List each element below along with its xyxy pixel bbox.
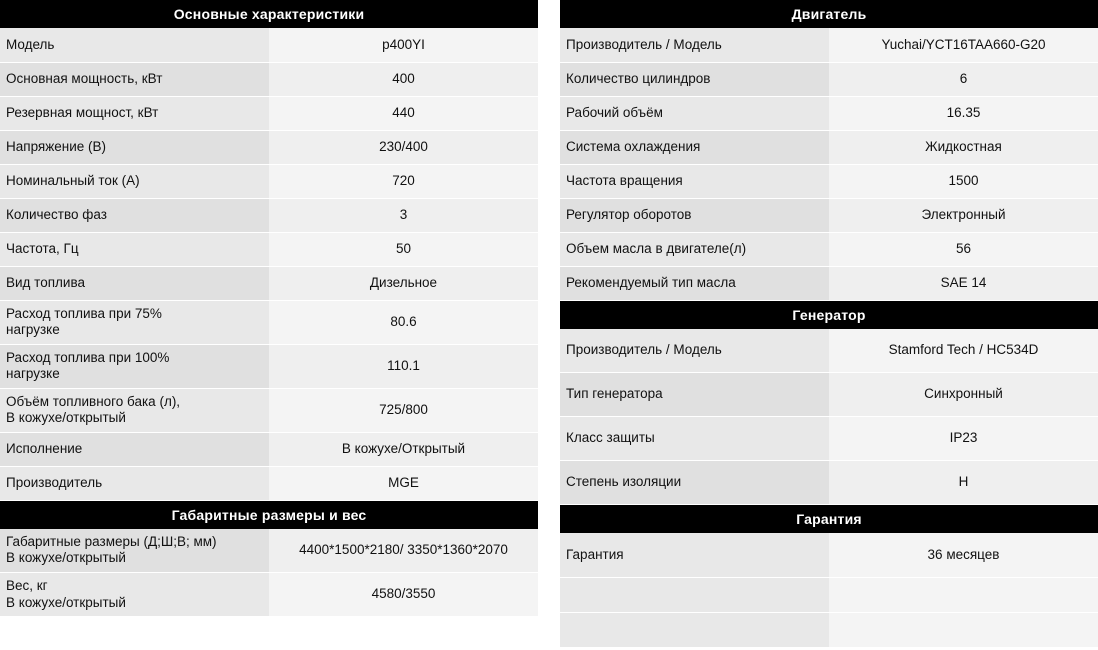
row-label: Напряжение (В) — [0, 130, 269, 164]
row-label-line1: Вес, кг — [6, 578, 48, 594]
row-label: Тип генератора — [560, 373, 829, 417]
row-value: Синхронный — [829, 373, 1098, 417]
row-label: Система охлаждения — [560, 130, 829, 164]
section-title: Генератор — [560, 300, 1098, 329]
row-value: MGE — [269, 466, 538, 500]
row-value — [829, 577, 1098, 612]
row-label: Модель — [0, 28, 269, 62]
row-value: 400 — [269, 62, 538, 96]
row-label — [560, 612, 829, 647]
row-label: Количество цилиндров — [560, 62, 829, 96]
table-row — [0, 432, 538, 466]
right-column — [560, 0, 1098, 650]
row-label-line1: Габаритные размеры (Д;Ш;В; мм) — [6, 533, 217, 549]
row-value: IP23 — [829, 417, 1098, 461]
table-row — [560, 164, 1098, 198]
table-row — [0, 388, 538, 432]
row-value: Электронный — [829, 198, 1098, 232]
table-row — [560, 28, 1098, 62]
row-label: Рабочий объём — [560, 96, 829, 130]
table-row — [0, 529, 538, 573]
row-label: Исполнение — [0, 432, 269, 466]
table-main-specs — [0, 0, 538, 617]
table-row — [0, 573, 538, 617]
row-label: Класс защиты — [560, 417, 829, 461]
row-value: p400YI — [269, 28, 538, 62]
row-value: 230/400 — [269, 130, 538, 164]
row-label — [0, 300, 269, 344]
row-label: Частота, Гц — [0, 232, 269, 266]
section-header-generator — [560, 300, 1098, 329]
row-label-line1: Расход топлива при 75% — [6, 305, 162, 321]
table-row — [0, 266, 538, 300]
row-label: Вид топлива — [0, 266, 269, 300]
row-label-line2: В кожухе/открытый — [6, 594, 126, 610]
section-title: Гарантия — [560, 505, 1098, 534]
row-value: SAE 14 — [829, 266, 1098, 300]
row-value: Дизельное — [269, 266, 538, 300]
row-label — [0, 388, 269, 432]
table-row — [560, 96, 1098, 130]
table-row — [0, 300, 538, 344]
table-row — [0, 344, 538, 388]
section-header-dimensions — [0, 500, 538, 529]
section-header-warranty — [560, 505, 1098, 534]
row-value: В кожухе/Открытый — [269, 432, 538, 466]
row-value: 16.35 — [829, 96, 1098, 130]
table-row — [560, 62, 1098, 96]
row-value: Stamford Tech / HC534D — [829, 329, 1098, 373]
row-label: Степень изоляции — [560, 461, 829, 505]
table-row — [560, 373, 1098, 417]
left-column — [0, 0, 538, 650]
row-label: Резервная мощност, кВт — [0, 96, 269, 130]
table-row — [560, 533, 1098, 577]
row-label: Производитель / Модель — [560, 329, 829, 373]
row-value: 36 месяцев — [829, 533, 1098, 577]
row-value: Yuchai/YCT16TAA660-G20 — [829, 28, 1098, 62]
row-label: Гарантия — [560, 533, 829, 577]
row-label-line2: нагрузке — [6, 366, 60, 381]
row-label: Основная мощность, кВт — [0, 62, 269, 96]
table-row — [0, 466, 538, 500]
row-value: 440 — [269, 96, 538, 130]
row-label — [0, 344, 269, 388]
table-row — [0, 96, 538, 130]
row-label: Производитель — [0, 466, 269, 500]
row-value: 110.1 — [269, 344, 538, 388]
table-row — [560, 266, 1098, 300]
section-title: Габаритные размеры и вес — [0, 500, 538, 529]
row-value: 4580/3550 — [269, 573, 538, 617]
table-row — [0, 198, 538, 232]
table-row — [560, 198, 1098, 232]
table-row — [560, 461, 1098, 505]
table-row — [560, 329, 1098, 373]
table-row — [560, 232, 1098, 266]
row-label-line1: Расход топлива при 100% — [6, 349, 170, 365]
row-label: Номинальный ток (А) — [0, 164, 269, 198]
row-value: 4400*1500*2180/ 3350*1360*2070 — [269, 529, 538, 573]
row-value: 1500 — [829, 164, 1098, 198]
row-label: Производитель / Модель — [560, 28, 829, 62]
table-row — [0, 232, 538, 266]
section-title: Основные характеристики — [0, 0, 538, 28]
row-label-line2: В кожухе/открытый — [6, 550, 126, 566]
row-label: Объем масла в двигателе(л) — [560, 232, 829, 266]
row-label-line2: нагрузке — [6, 322, 60, 337]
row-label — [0, 529, 269, 573]
row-label: Количество фаз — [0, 198, 269, 232]
row-label: Рекомендуемый тип масла — [560, 266, 829, 300]
row-label — [560, 577, 829, 612]
table-engine-generator — [560, 0, 1098, 648]
row-value — [829, 612, 1098, 647]
table-row-empty — [560, 577, 1098, 612]
row-value: 50 — [269, 232, 538, 266]
row-value: 6 — [829, 62, 1098, 96]
table-row-empty — [560, 612, 1098, 647]
row-value: H — [829, 461, 1098, 505]
row-label-line1: Объём топливного бака (л), — [6, 393, 181, 409]
section-header-engine — [560, 0, 1098, 28]
table-row — [560, 130, 1098, 164]
row-value: 720 — [269, 164, 538, 198]
table-row — [0, 164, 538, 198]
row-label — [0, 573, 269, 617]
row-value: 725/800 — [269, 388, 538, 432]
row-label: Регулятор оборотов — [560, 198, 829, 232]
row-value: 56 — [829, 232, 1098, 266]
row-value: Жидкостная — [829, 130, 1098, 164]
row-value: 80.6 — [269, 300, 538, 344]
table-row — [560, 417, 1098, 461]
row-label: Частота вращения — [560, 164, 829, 198]
table-row — [0, 28, 538, 62]
row-label-line2: В кожухе/открытый — [6, 410, 126, 425]
row-value: 3 — [269, 198, 538, 232]
table-row — [0, 130, 538, 164]
section-header-main-specs — [0, 0, 538, 28]
table-row — [0, 62, 538, 96]
section-title: Двигатель — [560, 0, 1098, 28]
